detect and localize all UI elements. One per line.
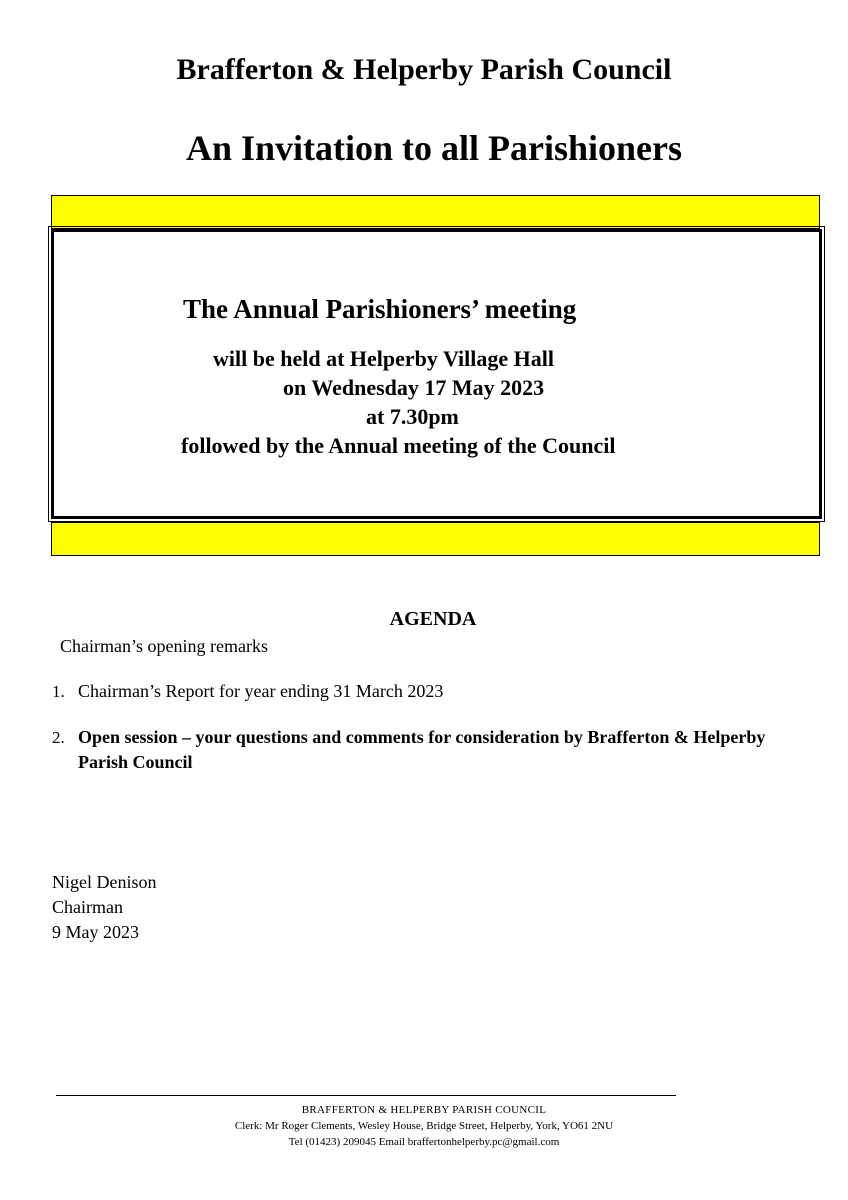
invitation-title: An Invitation to all Parishioners <box>185 128 683 168</box>
agenda-item-number: 2. <box>52 728 65 747</box>
yellow-band-top <box>51 195 820 229</box>
meeting-location: will be held at Helperby Village Hall <box>213 346 554 371</box>
footer-clerk: Clerk: Mr Roger Clements, Wesley House, Bridge Street, Helperby, York, YO61 2NU <box>234 1120 614 1132</box>
meeting-time: at 7.30pm <box>366 404 459 429</box>
footer-contact: Tel (01423) 209045 Email braffertonhelperby.pc@gmail.com <box>288 1136 560 1148</box>
agenda-item-text: Open session – your questions and comments for consideration by Brafferton & Helperby Parish Council <box>78 727 766 772</box>
agenda-item-text: Chairman’s Report for year ending 31 March 2023 <box>78 681 444 701</box>
agenda-item-number: 1. <box>52 682 65 701</box>
meeting-date: on Wednesday 17 May 2023 <box>283 375 545 400</box>
council-name: Brafferton & Helperby Parish Council <box>176 53 672 86</box>
agenda-heading: AGENDA <box>389 608 477 630</box>
footer-divider <box>56 1095 676 1096</box>
signature-role: Chairman <box>52 897 123 917</box>
signature-date: 9 May 2023 <box>52 922 139 942</box>
agenda-opening: Chairman’s opening remarks <box>60 636 268 656</box>
footer-org: BRAFFERTON & HELPERBY PARISH COUNCIL <box>301 1104 547 1116</box>
signature-name: Nigel Denison <box>52 872 157 892</box>
meeting-followed-by: followed by the Annual meeting of the Council <box>181 433 616 458</box>
meeting-title: The Annual Parishioners’ meeting <box>183 294 577 324</box>
yellow-band-bottom <box>51 522 820 556</box>
